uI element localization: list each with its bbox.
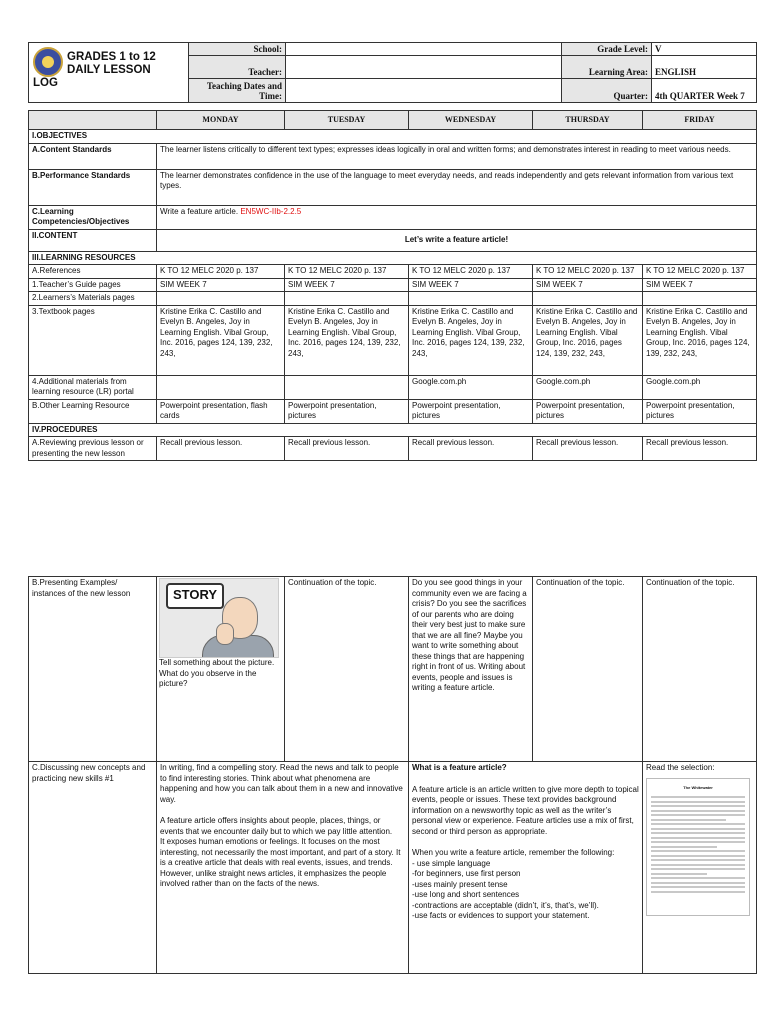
read-selection: Read the selection: <box>646 763 715 772</box>
textbook-fri: Kristine Erika C. Castillo and Evelyn B. Angeles, Joy in Learning English. Vibal Group, Inc. 2016, pages 124, 139, 232, 243, <box>643 305 757 375</box>
discussing-fri <box>643 762 757 974</box>
discussing-wed-thu <box>409 762 643 974</box>
day-tuesday: TUESDAY <box>285 111 409 130</box>
textbook-mon: Kristine Erika C. Castillo and Evelyn B. Angeles, Joy in Learning English. Vibal Group, Inc. 2016, pages 124, 139, 232, 243, <box>157 305 285 375</box>
references-wed: K TO 12 MELC 2020 p. 137 <box>409 265 533 279</box>
review-fri: Recall previous lesson. <box>643 437 757 461</box>
discussing-p3: It exposes human emotions or feelings. It focuses on the most interesting, not necessarily the most important, and part of a story. It is a creative article that deals with real events, issues, and trends. However, unlike straight news articles, it emphasizes the people involved rather than on the facts of the news. <box>160 837 401 888</box>
lm-label: 2.Learners’s Materials pages <box>29 292 157 306</box>
competencies-label: C.Learning Competencies/Objectives <box>29 205 157 229</box>
review-thu: Recall previous lesson. <box>533 437 643 461</box>
teacher-value <box>286 56 562 79</box>
additional-tue <box>285 375 409 399</box>
content-title: Let’s write a feature article! <box>157 229 757 251</box>
review-mon: Recall previous lesson. <box>157 437 285 461</box>
competencies-text: Write a feature article. <box>160 206 239 216</box>
school-value <box>286 43 562 56</box>
textbook-tue: Kristine Erika C. Castillo and Evelyn B. Angeles, Joy in Learning English. Vibal Group, Inc. 2016, pages 124, 139, 232, 243, <box>285 305 409 375</box>
dates-value <box>286 79 562 103</box>
area-label: Learning Area: <box>562 56 652 79</box>
quarter-value: 4th QUARTER Week 7 <box>652 79 757 103</box>
person-hand-shape <box>216 623 234 645</box>
presenting-wed: Do you see good things in your community even we are facing a crisis? Do you see the sacrifices of our parents who are doing their very best just to make sure that we are all fine? Maybe you want to write something about these things that are happening right in front of us. Writing about events, people and issues is writing a feature article. <box>409 577 533 762</box>
what-p2: When you write a feature article, remember the following: <box>412 848 615 857</box>
presenting-thu: Continuation of the topic. <box>533 577 643 762</box>
discussing-p2: A feature article offers insights about people, places, things, or events that we encounter daily but to which we pay little attention. <box>160 816 393 836</box>
additional-label: 4.Additional materials from learning resource (LR) portal <box>29 375 157 399</box>
procedures-heading: IV.PROCEDURES <box>29 423 757 437</box>
logo-cell <box>29 43 189 103</box>
presenting-fri: Continuation of the topic. <box>643 577 757 762</box>
objectives-heading: I.OBJECTIVES <box>29 130 757 144</box>
resources-heading: III.LEARNING RESOURCES <box>29 251 757 265</box>
references-label: A.References <box>29 265 157 279</box>
other-fri: Powerpoint presentation, pictures <box>643 399 757 423</box>
additional-fri: Google.com.ph <box>643 375 757 399</box>
competencies-cell <box>157 205 757 229</box>
tg-thu: SIM WEEK 7 <box>533 278 643 292</box>
textbook-wed: Kristine Erika C. Castillo and Evelyn B. Angeles, Joy in Learning English. Vibal Group, Inc. 2016, pages 124, 139, 232, 243, <box>409 305 533 375</box>
tg-fri: SIM WEEK 7 <box>643 278 757 292</box>
dates-label: Teaching Dates and Time: <box>189 79 286 103</box>
grade-value: V <box>652 43 757 56</box>
other-thu: Powerpoint presentation, pictures <box>533 399 643 423</box>
presenting-label: B.Presenting Examples/ instances of the new lesson <box>29 577 157 762</box>
references-thu: K TO 12 MELC 2020 p. 137 <box>533 265 643 279</box>
day-monday: MONDAY <box>157 111 285 130</box>
tg-mon: SIM WEEK 7 <box>157 278 285 292</box>
day-thursday: THURSDAY <box>533 111 643 130</box>
other-label: B.Other Learning Resource <box>29 399 157 423</box>
presenting-mon <box>157 577 285 762</box>
references-fri: K TO 12 MELC 2020 p. 137 <box>643 265 757 279</box>
story-bubble: STORY <box>166 583 224 609</box>
tg-tue: SIM WEEK 7 <box>285 278 409 292</box>
tg-label: 1.Teacher’s Guide pages <box>29 278 157 292</box>
what-heading: What is a feature article? <box>412 763 507 772</box>
additional-thu: Google.com.ph <box>533 375 643 399</box>
other-tue: Powerpoint presentation, pictures <box>285 399 409 423</box>
content-standards-text: The learner listens critically to different text types; expresses ideas logically in oral and written forms; and demonstrates interest in reading to meet various needs. <box>157 143 757 169</box>
day-wednesday: WEDNESDAY <box>409 111 533 130</box>
other-wed: Powerpoint presentation, pictures <box>409 399 533 423</box>
dll-title-log: LOG <box>33 77 58 89</box>
school-label: School: <box>189 43 286 56</box>
what-list-item: -for beginners, use first person <box>412 869 521 878</box>
performance-standards-text: The learner demonstrates confidence in the use of the language to meet everyday needs, and reads independently and gets relevant information from various text types. <box>157 169 757 205</box>
header-table <box>28 42 757 103</box>
lesson-table-continued <box>28 576 757 974</box>
review-label: A.Reviewing previous lesson or presenting the new lesson <box>29 437 157 461</box>
selection-thumbnail <box>646 778 750 916</box>
presenting-tue: Continuation of the topic. <box>285 577 409 762</box>
dll-title: GRADES 1 to 12 DAILY LESSON <box>67 51 156 76</box>
textbook-thu: Kristine Erika C. Castillo and Evelyn B. Angeles, Joy in Learning English. Vibal Group, Inc. 2016, pages 124, 139, 232, 243, <box>533 305 643 375</box>
what-list-item: -use facts or evidences to support your statement. <box>412 911 590 920</box>
lm-wed <box>409 292 533 306</box>
additional-mon <box>157 375 285 399</box>
additional-wed: Google.com.ph <box>409 375 533 399</box>
references-tue: K TO 12 MELC 2020 p. 137 <box>285 265 409 279</box>
selection-title: The Whitewater <box>683 784 713 790</box>
other-mon: Powerpoint presentation, flash cards <box>157 399 285 423</box>
quarter-label: Quarter: <box>562 79 652 103</box>
lesson-table <box>28 110 757 461</box>
deped-seal-icon <box>33 47 63 77</box>
area-value: ENGLISH <box>652 56 757 79</box>
what-p1: A feature article is an article written to give more depth to topical events, people or issues. These text provides background information on a newsworthy topic as well as the writer’s personal view or experience. Feature articles use a mix of first, second or third person as appropriate. <box>412 784 639 836</box>
what-list-item: -contractions are acceptable (didn’t, it’s, that’s, we’ll). <box>412 900 599 910</box>
performance-standards-label: B.Performance Standards <box>29 169 157 205</box>
lm-mon <box>157 292 285 306</box>
content-label: II.CONTENT <box>29 229 157 251</box>
grade-label: Grade Level: <box>562 43 652 56</box>
review-tue: Recall previous lesson. <box>285 437 409 461</box>
discussing-label: C.Discussing new concepts and practicing new skills #1 <box>29 762 157 974</box>
blank-header <box>29 111 157 130</box>
review-wed: Recall previous lesson. <box>409 437 533 461</box>
day-friday: FRIDAY <box>643 111 757 130</box>
references-mon: K TO 12 MELC 2020 p. 137 <box>157 265 285 279</box>
lm-tue <box>285 292 409 306</box>
what-list-item: - use simple language <box>412 858 491 868</box>
competency-code: EN5WC-IIb-2.2.5 <box>240 206 302 216</box>
what-list-item: -use long and short sentences <box>412 890 520 899</box>
discussing-mon-tue <box>157 762 409 974</box>
discussing-p1: In writing, find a compelling story. Read the news and talk to people to find interesting stories. Think about what phenomena are happening and how you can talk about them in a new and innovative way. <box>160 763 403 804</box>
lm-thu <box>533 292 643 306</box>
lm-fri <box>643 292 757 306</box>
tg-wed: SIM WEEK 7 <box>409 278 533 292</box>
presenting-mon-text: Tell something about the picture. What do you observe in the picture? <box>159 658 275 688</box>
what-list-item: -uses mainly present tense <box>412 879 508 889</box>
content-standards-label: A.Content Standards <box>29 143 157 169</box>
textbook-label: 3.Textbook pages <box>29 305 157 375</box>
story-picture <box>159 578 279 658</box>
teacher-label: Teacher: <box>189 56 286 79</box>
